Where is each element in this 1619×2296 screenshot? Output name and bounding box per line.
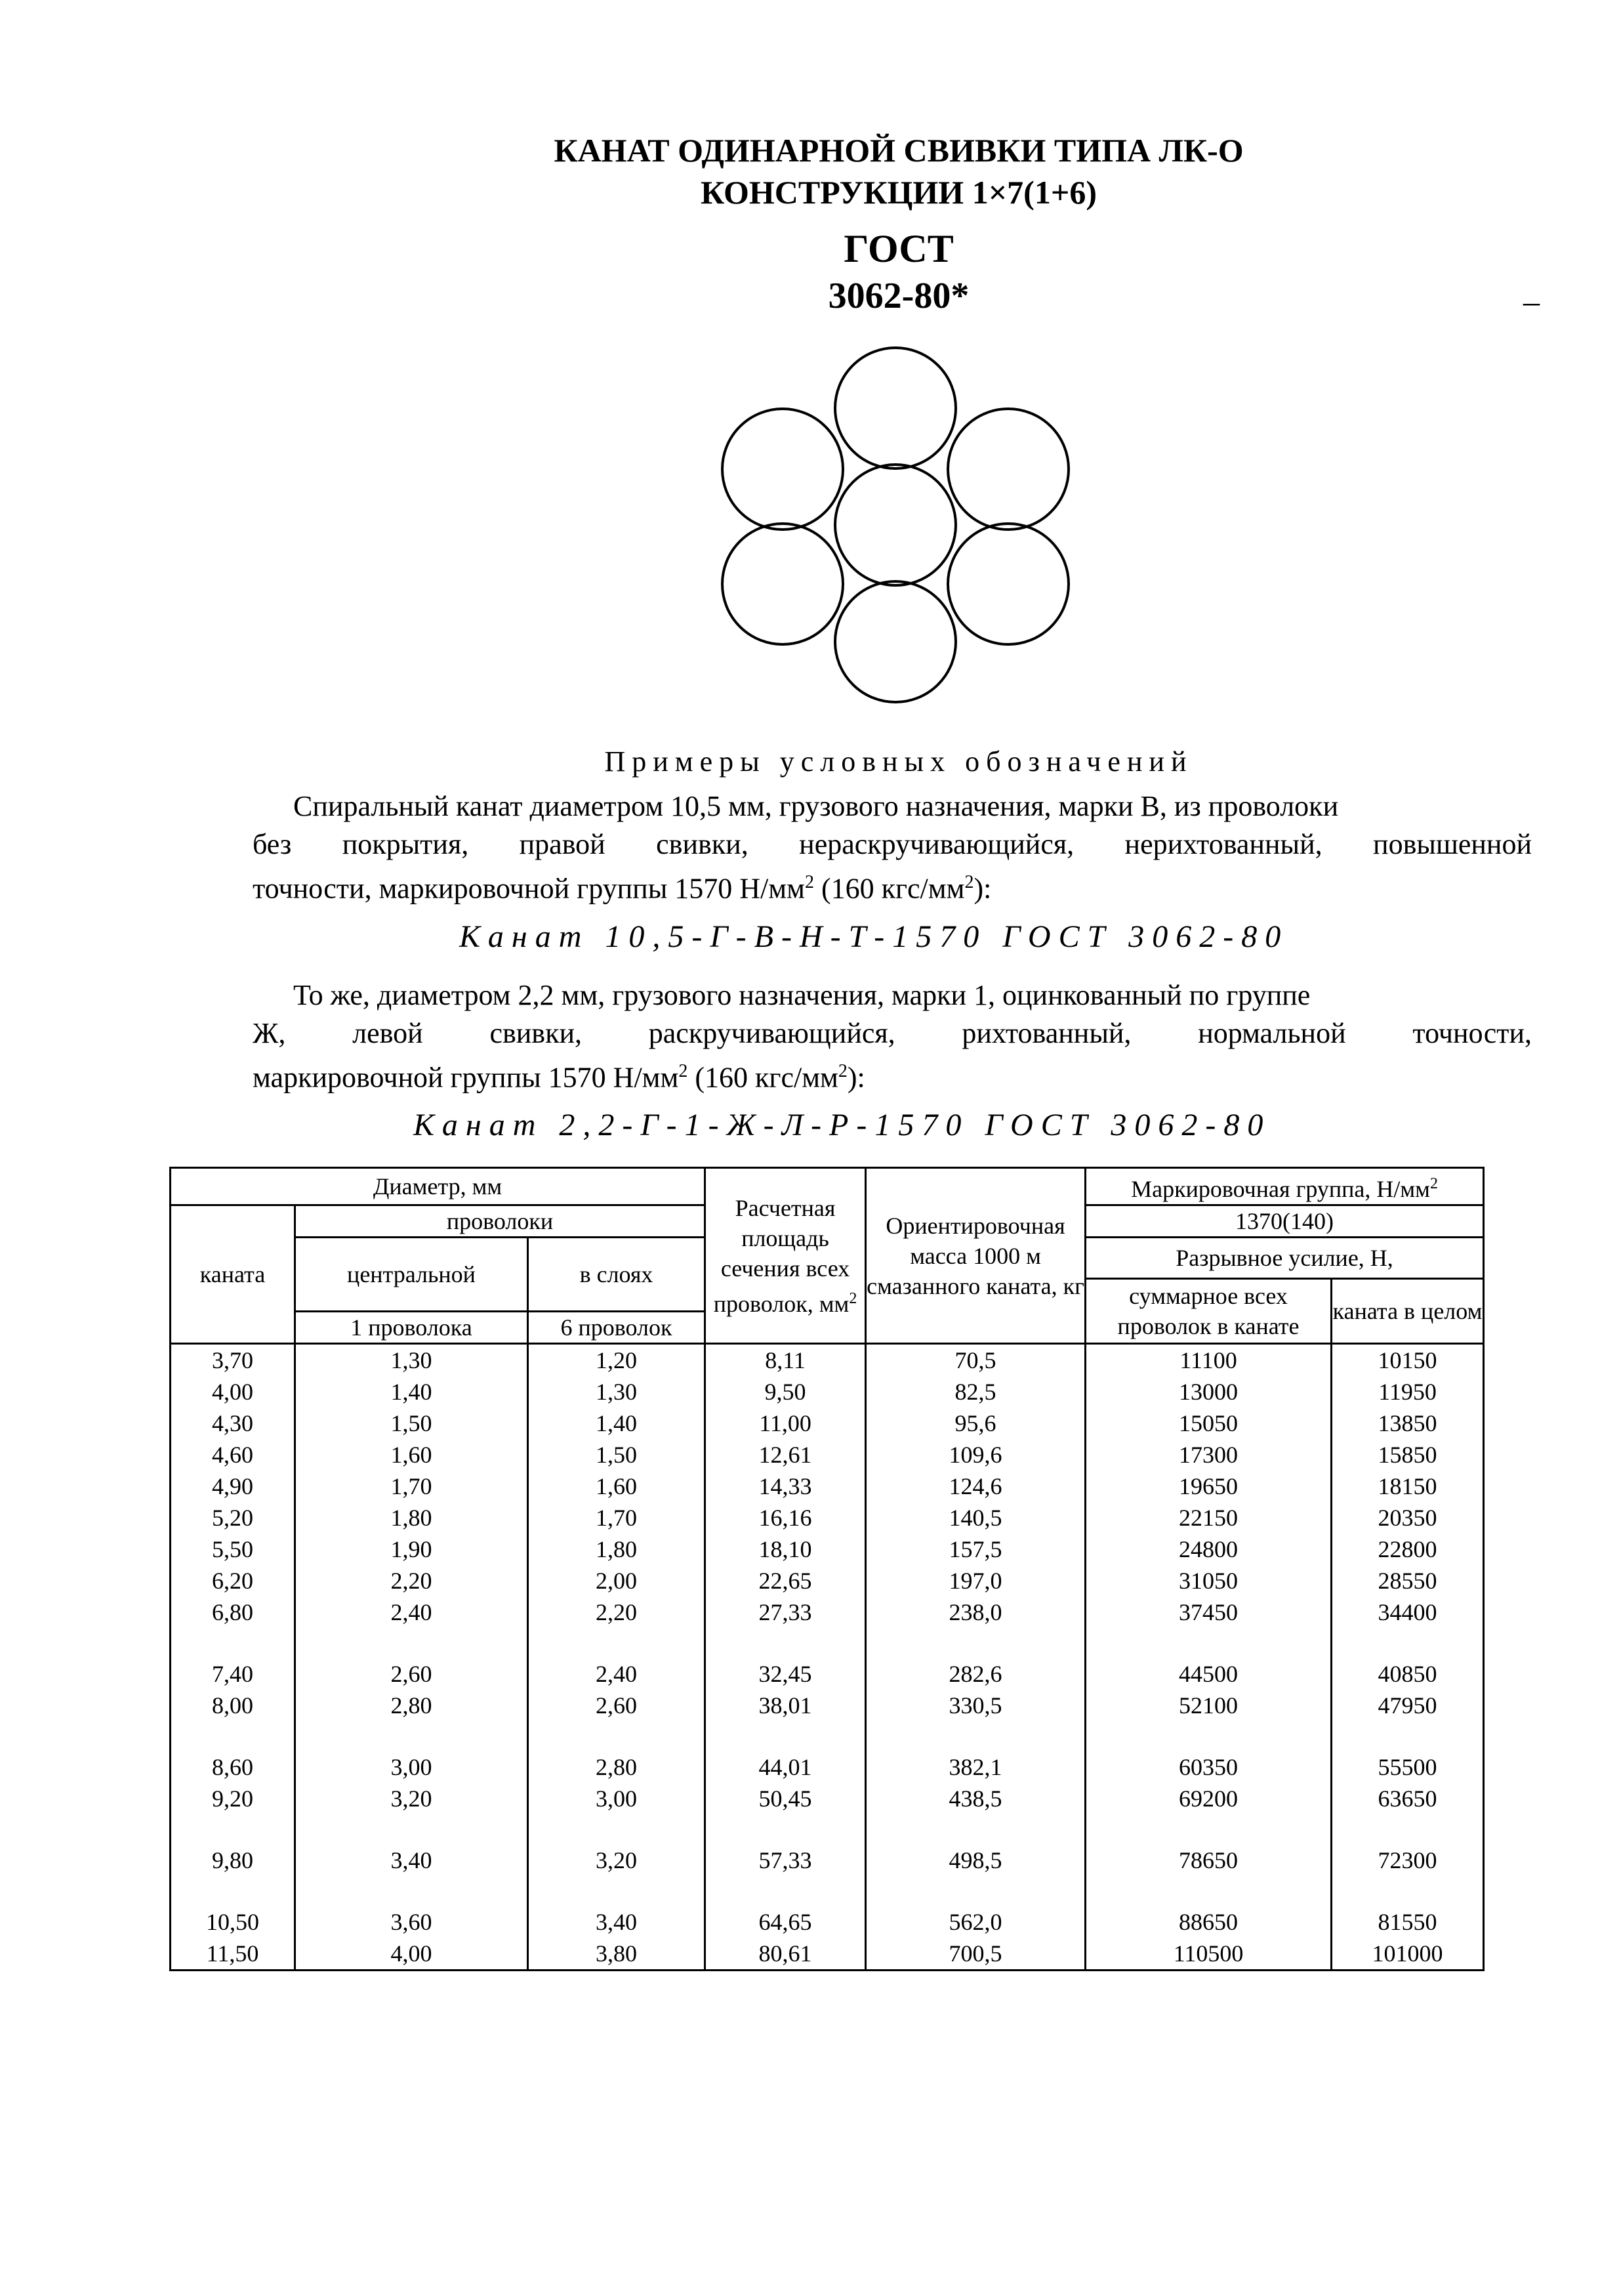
table-row	[171, 1721, 1484, 1783]
table-cell: 2,20	[528, 1597, 705, 1628]
table-cell: 3,70	[171, 1344, 295, 1377]
table-cell: 5,50	[171, 1534, 295, 1565]
table-cell: 562,0	[866, 1876, 1086, 1938]
table-cell: 81550	[1332, 1876, 1484, 1938]
table-cell: 13000	[1086, 1376, 1332, 1408]
table-cell: 88650	[1086, 1876, 1332, 1938]
table-cell: 22800	[1332, 1534, 1484, 1565]
table-cell: 22150	[1086, 1502, 1332, 1534]
table-cell: 40850	[1332, 1628, 1484, 1690]
table-row	[171, 1783, 1484, 1814]
table-cell: 101000	[1332, 1938, 1484, 1971]
table-cell: 2,40	[528, 1628, 705, 1690]
table-row	[171, 1439, 1484, 1471]
table-cell: 5,20	[171, 1502, 295, 1534]
table-cell: 32,45	[705, 1628, 866, 1690]
table-cell: 37450	[1086, 1597, 1332, 1628]
table-cell: 55500	[1332, 1721, 1484, 1783]
table-cell: 7,40	[171, 1628, 295, 1690]
table-cell: 27,33	[705, 1597, 866, 1628]
table-cell: 4,00	[171, 1376, 295, 1408]
table-cell: 8,11	[705, 1344, 866, 1377]
table-cell: 109,6	[866, 1439, 1086, 1471]
table-cell: 2,80	[528, 1721, 705, 1783]
table-cell: 2,40	[295, 1597, 528, 1628]
table-cell: 11950	[1332, 1376, 1484, 1408]
table-cell: 1,30	[528, 1376, 705, 1408]
table-cell: 3,80	[528, 1938, 705, 1971]
table-row	[171, 1690, 1484, 1721]
table-cell: 238,0	[866, 1597, 1086, 1628]
header-six-wires: 6 проволок	[528, 1312, 705, 1344]
table-cell: 80,61	[705, 1938, 866, 1971]
table-cell: 4,90	[171, 1471, 295, 1502]
table-cell: 1,80	[295, 1502, 528, 1534]
header-area: Расчетная площадь сечения всех проволок, $мм^2$	[705, 1168, 866, 1344]
table-cell: 44,01	[705, 1721, 866, 1783]
table-cell: 19650	[1086, 1471, 1332, 1502]
table-cell: 124,6	[866, 1471, 1086, 1502]
example2-line2: Ж, левой свивки, раскручивающийся, рихтованный, нормальной точности,	[253, 1017, 1532, 1049]
table-cell: 1,60	[295, 1439, 528, 1471]
table-cell: 44500	[1086, 1628, 1332, 1690]
table-cell: 22,65	[705, 1565, 866, 1597]
table-cell: 3,40	[528, 1876, 705, 1938]
table-cell: 95,6	[866, 1408, 1086, 1439]
table-cell: 64,65	[705, 1876, 866, 1938]
table-cell: 57,33	[705, 1814, 866, 1876]
table-cell: 31050	[1086, 1565, 1332, 1597]
table-cell: 11100	[1086, 1344, 1332, 1377]
table-cell: 60350	[1086, 1721, 1332, 1783]
header-diameter: Диаметр, мм	[171, 1168, 705, 1205]
table-cell: 12,61	[705, 1439, 866, 1471]
table-row	[171, 1628, 1484, 1690]
table-cell: 1,30	[295, 1344, 528, 1377]
table-cell: 69200	[1086, 1783, 1332, 1814]
table-row	[171, 1502, 1484, 1534]
table-cell: 3,00	[528, 1783, 705, 1814]
table-cell: 34400	[1332, 1597, 1484, 1628]
wire-bottom-left	[722, 524, 843, 644]
table-cell: 1,50	[528, 1439, 705, 1471]
table-row	[171, 1938, 1484, 1971]
header-wires: проволоки	[295, 1205, 705, 1238]
table-cell: 10,50	[171, 1876, 295, 1938]
table-cell: 438,5	[866, 1783, 1086, 1814]
table-row	[171, 1471, 1484, 1502]
table-cell: 11,50	[171, 1938, 295, 1971]
designation-example1: Канат 10,5-Г-В-Н-Т-1570 ГОСТ 3062-80	[459, 919, 1289, 954]
rope-cross-section-diagram	[712, 335, 1079, 715]
example1-text	[253, 787, 1532, 908]
table-cell: 2,80	[295, 1690, 528, 1721]
table-cell: 10150	[1332, 1344, 1484, 1377]
table-cell: 13850	[1332, 1408, 1484, 1439]
table-cell: 24800	[1086, 1534, 1332, 1565]
wire-top-right	[948, 409, 1069, 530]
table-cell: 1,70	[528, 1502, 705, 1534]
table-row	[171, 1876, 1484, 1938]
table-row	[171, 1534, 1484, 1565]
table-cell: 18,10	[705, 1534, 866, 1565]
table-cell: 1,60	[528, 1471, 705, 1502]
table-cell: 6,20	[171, 1565, 295, 1597]
table-cell: 15850	[1332, 1439, 1484, 1471]
table-cell: 1,50	[295, 1408, 528, 1439]
table-cell: 18150	[1332, 1471, 1484, 1502]
table-cell: 8,00	[171, 1690, 295, 1721]
table-cell: 20350	[1332, 1502, 1484, 1534]
table-row	[171, 1344, 1484, 1377]
table-cell: 2,00	[528, 1565, 705, 1597]
header-sum-wires: суммарное всех проволок в канате	[1086, 1279, 1332, 1344]
table-cell: 82,5	[866, 1376, 1086, 1408]
gost-number: 3062-80*	[828, 276, 970, 316]
table-cell: 700,5	[866, 1938, 1086, 1971]
table-cell: 6,80	[171, 1597, 295, 1628]
wire-center	[835, 465, 956, 585]
table-body	[171, 1344, 1484, 1971]
example1-line2: без покрытия, правой свивки, нераскручивающийся, нерихтованный, повышенной	[253, 828, 1532, 860]
example1-line1: Спиральный канат диаметром 10,5 мм, грузового назначения, марки В, из проволоки	[293, 790, 1339, 822]
table-cell: 157,5	[866, 1534, 1086, 1565]
document-title-line1: КАНАТ ОДИНАРНОЙ СВИВКИ ТИПА ЛК-О	[554, 132, 1244, 169]
table-cell: 330,5	[866, 1690, 1086, 1721]
table-cell: 498,5	[866, 1814, 1086, 1876]
table-cell: 1,90	[295, 1534, 528, 1565]
table-cell: 4,30	[171, 1408, 295, 1439]
table-cell: 2,60	[528, 1690, 705, 1721]
table-cell: 1,40	[295, 1376, 528, 1408]
table-cell: 3,60	[295, 1876, 528, 1938]
table-cell: 4,60	[171, 1439, 295, 1471]
document-title-line2: КОНСТРУКЦИИ 1×7(1+6)	[701, 174, 1097, 211]
table-cell: 1,40	[528, 1408, 705, 1439]
wire-bottom	[835, 581, 956, 702]
gost-label: ГОСТ	[844, 227, 954, 270]
table-cell: 1,20	[528, 1344, 705, 1377]
designation-example2: Канат 2,2-Г-1-Ж-Л-Р-1570 ГОСТ 3062-80	[413, 1108, 1271, 1142]
table-cell: 282,6	[866, 1628, 1086, 1690]
table-cell: 28550	[1332, 1565, 1484, 1597]
example2-line1: То же, диаметром 2,2 мм, грузового назначения, марки 1, оцинкованный по группе	[293, 979, 1311, 1011]
table-cell: 47950	[1332, 1690, 1484, 1721]
table-cell: 2,20	[295, 1565, 528, 1597]
table-cell: 110500	[1086, 1938, 1332, 1971]
header-layers: в слоях	[528, 1238, 705, 1312]
table-cell: 2,60	[295, 1628, 528, 1690]
table-cell: 38,01	[705, 1690, 866, 1721]
table-cell: 52100	[1086, 1690, 1332, 1721]
table-cell: 78650	[1086, 1814, 1332, 1876]
table-cell: 1,70	[295, 1471, 528, 1502]
table-cell: 382,1	[866, 1721, 1086, 1783]
table-cell: 3,40	[295, 1814, 528, 1876]
table-row	[171, 1814, 1484, 1876]
table-cell: 14,33	[705, 1471, 866, 1502]
table-cell: 9,50	[705, 1376, 866, 1408]
table-cell: 3,20	[528, 1814, 705, 1876]
table-cell: 9,80	[171, 1814, 295, 1876]
header-central: центральной	[295, 1238, 528, 1312]
table-row	[171, 1565, 1484, 1597]
table-cell: 70,5	[866, 1344, 1086, 1377]
header-one-wire: 1 проволока	[295, 1312, 528, 1344]
table-row	[171, 1597, 1484, 1628]
example1-line3: точности, маркировочной группы 1570 $Н/мм^2$ (160 кгс/$мм^2$):	[253, 872, 992, 905]
table-cell: 1,80	[528, 1534, 705, 1565]
header-group: Маркировочная группа, $Н/мм^2$	[1086, 1168, 1484, 1205]
table-cell: 11,00	[705, 1408, 866, 1439]
page-dash: –	[1523, 283, 1540, 320]
header-breaking: Разрывное усилие, Н,	[1086, 1238, 1484, 1279]
examples-heading: Примеры условных обозначений	[604, 745, 1193, 778]
table-cell: 4,00	[295, 1938, 528, 1971]
table-cell: 140,5	[866, 1502, 1086, 1534]
header-mass: Ориентировочная масса 1000 м смазанного каната, кг	[866, 1168, 1086, 1344]
example2-line3: маркировочной группы 1570 $Н/мм^2$ (160 кгс/$мм^2$):	[253, 1061, 865, 1094]
example2-text	[253, 976, 1532, 1097]
table-cell: 3,20	[295, 1783, 528, 1814]
table-cell: 9,20	[171, 1783, 295, 1814]
table-cell: 197,0	[866, 1565, 1086, 1597]
table-cell: 72300	[1332, 1814, 1484, 1876]
wire-bottom-right	[948, 524, 1069, 644]
wire-top-left	[722, 409, 843, 530]
table-cell: 15050	[1086, 1408, 1332, 1439]
header-rope: каната	[171, 1205, 295, 1344]
table-cell: 8,60	[171, 1721, 295, 1783]
table-cell: 63650	[1332, 1783, 1484, 1814]
table-cell: 17300	[1086, 1439, 1332, 1471]
table-cell: 3,00	[295, 1721, 528, 1783]
table-row	[171, 1376, 1484, 1408]
table-row	[171, 1408, 1484, 1439]
header-rope-whole: каната в целом	[1332, 1279, 1484, 1344]
wire-top	[835, 348, 956, 469]
rope-parameters-table	[169, 1167, 1485, 1971]
table-cell: 50,45	[705, 1783, 866, 1814]
table-cell: 16,16	[705, 1502, 866, 1534]
header-group-value: 1370(140)	[1086, 1205, 1484, 1238]
